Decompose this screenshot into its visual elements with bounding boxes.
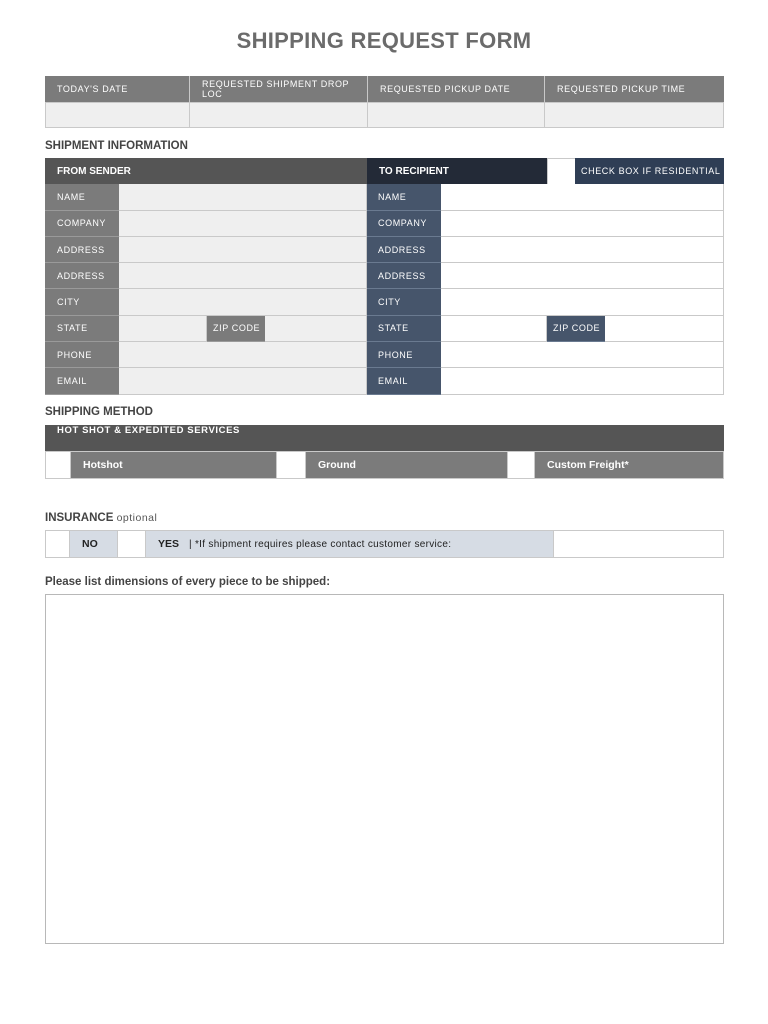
residential-label: CHECK BOX IF RESIDENTIAL <box>575 158 724 184</box>
sender-zip-label: ZIP CODE <box>207 316 265 342</box>
shipping-method-heading: SHIPPING METHOD <box>45 406 153 418</box>
custom-freight-option: Custom Freight* <box>547 459 629 471</box>
insurance-optional: optional <box>116 512 158 524</box>
sender-company-field[interactable] <box>119 211 367 237</box>
insurance-yes-checkbox[interactable] <box>118 531 146 557</box>
email-row <box>45 368 724 394</box>
insurance-yes-label: YES <box>158 538 180 550</box>
recipient-state-label: STATE <box>367 316 441 342</box>
shipping-method-options <box>45 451 724 479</box>
insurance-no-label: NO <box>70 531 118 557</box>
recipient-company-label: COMPANY <box>367 211 441 237</box>
recipient-address2-field[interactable] <box>441 263 724 289</box>
insurance-contact-field[interactable] <box>554 531 723 557</box>
sender-phone-label: PHONE <box>45 342 119 368</box>
state-zip-row <box>45 316 724 342</box>
recipient-company-field[interactable] <box>441 211 724 237</box>
dimensions-label: Please list dimensions of every piece to be shipped: <box>45 576 331 588</box>
name-row <box>45 184 724 210</box>
sender-email-field[interactable] <box>119 368 367 394</box>
date-values-row <box>45 102 724 128</box>
recipient-zip-label: ZIP CODE <box>547 316 605 342</box>
sender-company-label: COMPANY <box>45 211 119 237</box>
recipient-name-label: NAME <box>367 184 441 210</box>
hotshot-checkbox[interactable] <box>46 452 71 478</box>
insurance-no-checkbox[interactable] <box>46 531 70 557</box>
phone-row <box>45 342 724 368</box>
recipient-address2-label: ADDRESS <box>367 263 441 289</box>
pickup-time-field[interactable] <box>545 103 723 127</box>
insurance-row <box>45 530 724 558</box>
recipient-city-field[interactable] <box>441 289 724 315</box>
sender-city-label: CITY <box>45 289 119 315</box>
recipient-phone-field[interactable] <box>441 342 724 368</box>
pickup-date-field[interactable] <box>368 103 545 127</box>
address-row-1 <box>45 237 724 263</box>
drop-loc-field[interactable] <box>190 103 368 127</box>
pickup-time-label: REQUESTED PICKUP TIME <box>557 84 686 94</box>
sender-address-label: ADDRESS <box>45 237 119 263</box>
address-row-2 <box>45 263 724 289</box>
drop-loc-label: REQUESTED SHIPMENT DROP LOC <box>190 76 368 102</box>
sender-address2-label: ADDRESS <box>45 263 119 289</box>
sender-name-label: NAME <box>45 184 119 210</box>
shipment-info-grid <box>45 158 724 395</box>
insurance-yes-cell <box>146 531 554 557</box>
sender-address-field[interactable] <box>119 237 367 263</box>
from-sender-header: FROM SENDER <box>45 158 367 184</box>
city-row <box>45 289 724 315</box>
sender-city-field[interactable] <box>119 289 367 315</box>
recipient-address-field[interactable] <box>441 237 724 263</box>
recipient-city-label: CITY <box>367 289 441 315</box>
ground-option: Ground <box>306 452 508 478</box>
dimensions-textarea[interactable] <box>45 594 724 944</box>
hotshot-option: Hotshot <box>71 452 277 478</box>
recipient-zip-field[interactable] <box>605 316 724 342</box>
sender-address2-field[interactable] <box>119 263 367 289</box>
insurance-heading <box>45 512 157 524</box>
recipient-state-field[interactable] <box>441 316 547 342</box>
sender-phone-field[interactable] <box>119 342 367 368</box>
insurance-title: INSURANCE <box>45 512 114 524</box>
recipient-address-label: ADDRESS <box>367 237 441 263</box>
pickup-date-label: REQUESTED PICKUP DATE <box>368 76 545 102</box>
insurance-note: | *If shipment requires please contact customer service: <box>189 538 452 550</box>
recipient-email-field[interactable] <box>441 368 724 394</box>
sender-name-field[interactable] <box>119 184 367 210</box>
ground-checkbox[interactable] <box>277 452 306 478</box>
sender-state-label: STATE <box>45 316 119 342</box>
residential-checkbox[interactable] <box>547 158 575 184</box>
todays-date-label: TODAY'S DATE <box>45 76 190 102</box>
recipient-name-field[interactable] <box>441 184 724 210</box>
recipient-phone-label: PHONE <box>367 342 441 368</box>
shipping-method-header <box>45 425 724 451</box>
sender-zip-field[interactable] <box>265 316 367 342</box>
recipient-email-label: EMAIL <box>367 368 441 394</box>
shipment-info-header-row <box>45 158 724 184</box>
custom-freight-checkbox[interactable] <box>508 452 535 478</box>
sender-state-field[interactable] <box>119 316 207 342</box>
todays-date-field[interactable] <box>46 103 190 127</box>
company-row <box>45 211 724 237</box>
date-header-row <box>45 76 724 102</box>
shipment-info-heading: SHIPMENT INFORMATION <box>45 140 188 152</box>
to-recipient-header: TO RECIPIENT <box>367 158 547 184</box>
sender-email-label: EMAIL <box>45 368 119 394</box>
form-title: SHIPPING REQUEST FORM <box>236 28 532 53</box>
hotshot-services-label: HOT SHOT & EXPEDITED SERVICES <box>57 425 240 436</box>
